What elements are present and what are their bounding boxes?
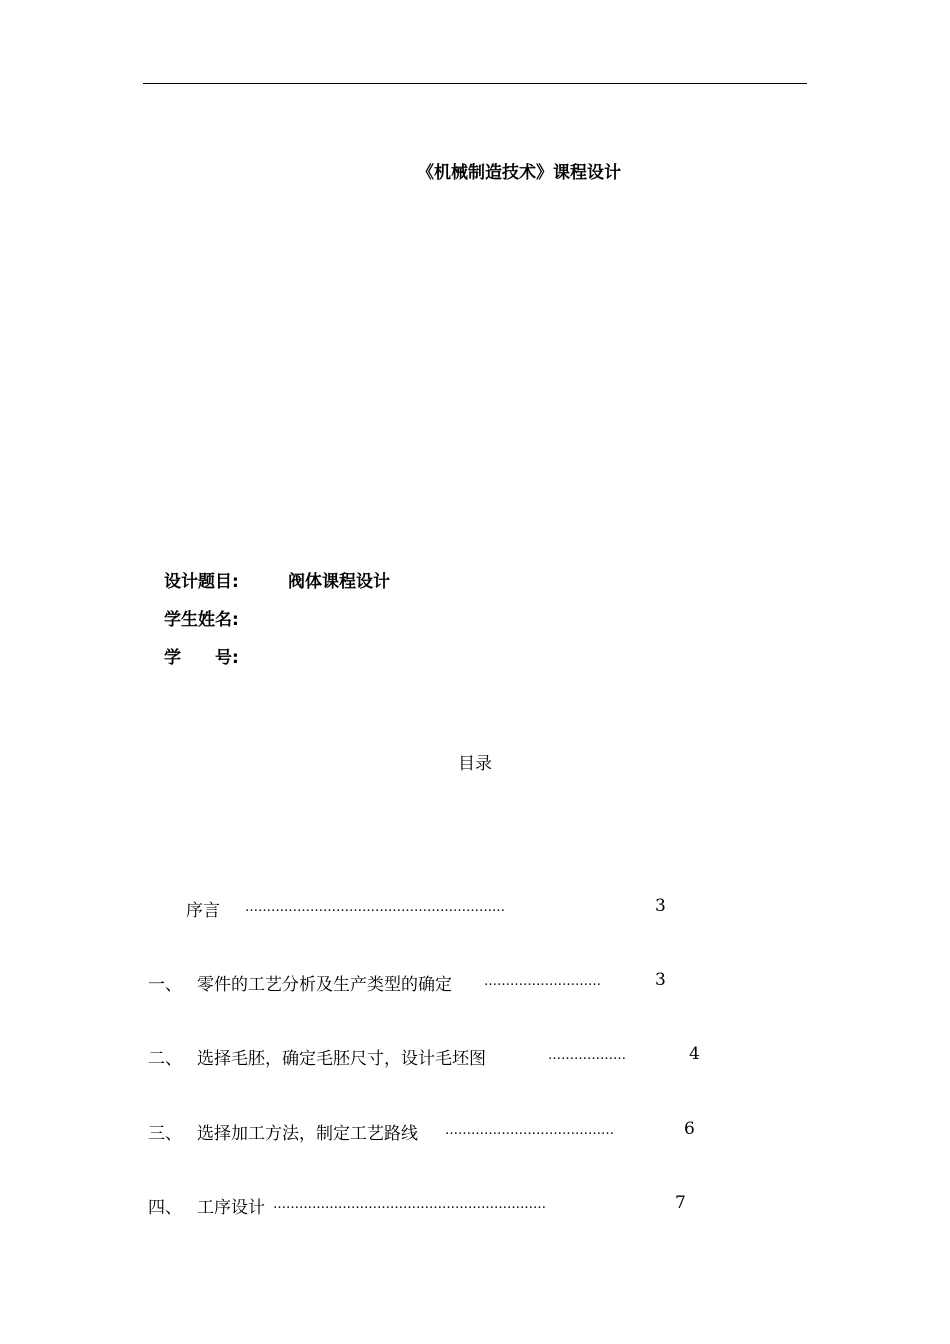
field-student-name [164,605,288,630]
toc-entry-number: 三、 [148,1124,182,1144]
toc-entry[interactable] [0,1193,950,1217]
toc-entry-dots: ……………………………………………………… [273,1197,546,1212]
toc-entry-number: 二、 [148,1049,182,1069]
field-student-id [164,643,288,668]
toc-entry[interactable] [0,896,950,920]
field-student-name-label: 学生姓名: [164,610,239,630]
toc-entry-dots: ………………………………… [445,1123,614,1138]
field-topic-label: 设计题目: [164,572,239,592]
toc-title: 目录 [458,754,492,774]
toc-entry-page: 4 [689,1044,700,1064]
toc-entry-text: 工序设计 [197,1198,265,1218]
toc-entry-text: 序言 [186,901,220,921]
toc-entry[interactable] [0,1119,950,1143]
toc-entry-page: 3 [655,970,666,990]
toc-entry-page: 7 [675,1193,686,1213]
toc-entry-dots: ……………… [548,1048,626,1063]
toc-entry-page: 6 [684,1119,695,1139]
page-title: 《机械制造技术》课程设计 [417,163,621,183]
toc-entry[interactable] [0,970,950,994]
toc-entry-number: 四、 [148,1198,182,1218]
toc-entry-dots: ……………………… [484,974,601,989]
toc-entry-text: 选择加工方法，制定工艺路线 [197,1124,418,1144]
toc-entry-dots: …………………………………………………… [245,900,505,915]
toc-entry-number: 一、 [148,975,182,995]
field-topic-value: 阀体课程设计 [288,572,390,592]
field-topic [164,567,390,592]
toc-entry-page: 3 [655,896,666,916]
field-student-id-label: 学 号: [164,648,239,668]
header-rule [143,83,807,84]
toc-entry-text: 零件的工艺分析及生产类型的确定 [197,975,452,995]
toc-entry-text: 选择毛胚，确定毛胚尺寸，设计毛坯图 [197,1049,486,1069]
toc-entry[interactable] [0,1044,950,1068]
